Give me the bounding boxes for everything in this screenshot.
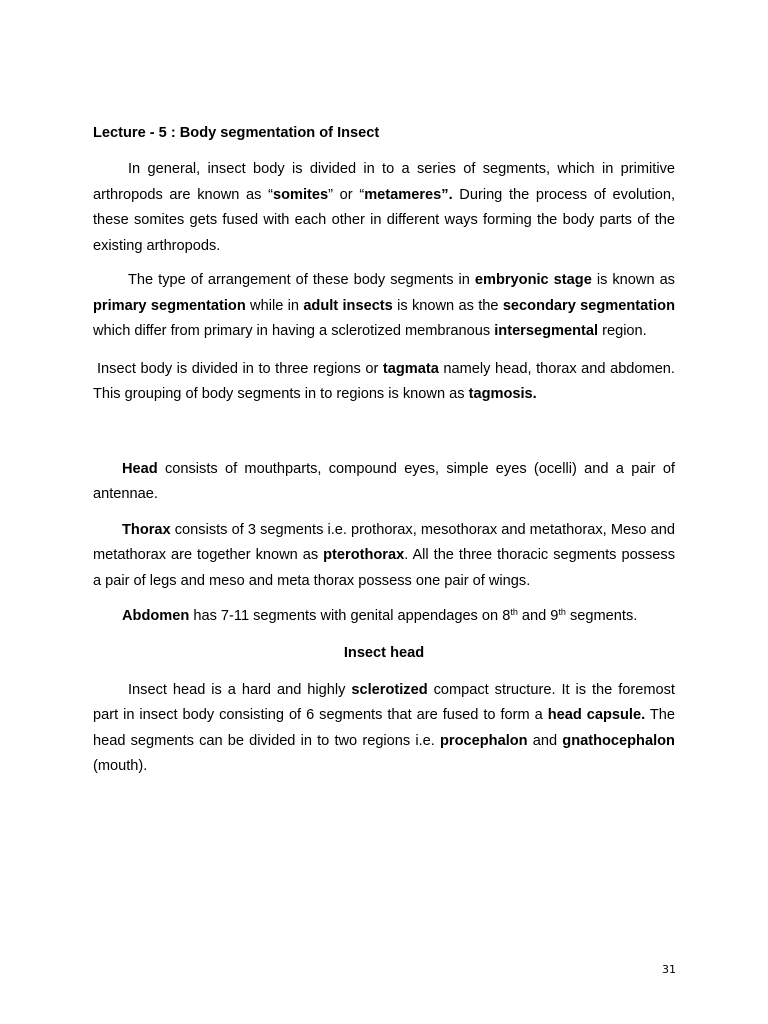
term-adult-insects: adult insects — [303, 297, 393, 314]
text: compact structure. It is the foremost part in insect body consisting of 6 segments that are fused to form a — [93, 681, 675, 723]
text: is known as — [591, 272, 675, 288]
text: is known as the — [392, 297, 503, 314]
text: The type of arrangement of these body segments in — [128, 272, 475, 288]
term-embryonic-stage: embryonic stage — [474, 272, 592, 288]
term-somites: somites — [273, 186, 329, 203]
page-content — [93, 123, 675, 780]
text: ” or “ — [328, 186, 365, 203]
paragraph-thorax — [93, 518, 675, 595]
text: The head segments can be divided in to two regions i.e. — [93, 707, 675, 749]
page-number: 31 — [662, 963, 676, 976]
text: . All the three thoracic segments possess a pair of legs and meso and meta thorax possess one pair of wings. — [93, 547, 675, 589]
paragraph-segmentation-types — [93, 268, 675, 345]
lecture-title: Lecture - 5 : Body segmentation of Insect — [93, 125, 380, 141]
term-head: Head — [122, 460, 158, 477]
text: while in — [245, 297, 304, 314]
term-intersegmental: intersegmental — [494, 323, 599, 339]
text: namely head, thorax and abdomen. This grouping of body segments in to regions is known as — [93, 360, 675, 402]
text: segments. — [565, 608, 638, 624]
paragraph-insect-head — [93, 678, 675, 780]
paragraph-abdomen — [93, 604, 675, 630]
text: In general, insect body is divided in to a series of segments, which in primitive arthropods are known as “ — [93, 161, 675, 203]
term-primary-segmentation: primary segmentation — [93, 297, 246, 314]
text: has 7-11 segments with genital appendages on 8 — [189, 608, 511, 624]
term-head-capsule: head capsule. — [547, 707, 646, 723]
term-metameres: metameres”. — [364, 186, 453, 203]
paragraph-segments-intro — [93, 157, 675, 259]
term-gnathocephalon: gnathocephalon — [562, 732, 675, 749]
text: During the process of evolution, these somites gets fused with each other in different ways forming the body parts of the existing arthropods. — [93, 186, 676, 254]
term-tagmosis: tagmosis. — [468, 386, 537, 402]
superscript: th — [510, 607, 518, 617]
text: and 9 — [517, 608, 559, 624]
text: region. — [598, 323, 647, 339]
paragraph-gap — [93, 408, 675, 457]
paragraph-tagmata — [93, 357, 675, 408]
term-sclerotized: sclerotized — [351, 681, 428, 698]
superscript: th — [558, 607, 566, 617]
term-thorax: Thorax — [122, 521, 171, 538]
paragraph-head — [93, 457, 675, 508]
term-pterothorax: pterothorax — [323, 547, 405, 563]
text: Insect head is a hard and highly — [128, 681, 352, 698]
term-tagmata: tagmata — [382, 360, 439, 377]
text: consists of mouthparts, compound eyes, simple eyes (ocelli) and a pair of antennae. — [93, 460, 675, 502]
text: Insect body is divided in to three regions or — [97, 360, 383, 377]
term-secondary-segmentation: secondary segmentation — [502, 297, 676, 314]
section-heading-insect-head: Insect head — [343, 644, 425, 661]
text: and — [527, 732, 563, 749]
text: (mouth). — [93, 758, 148, 774]
term-abdomen: Abdomen — [122, 608, 190, 624]
term-procephalon: procephalon — [440, 732, 528, 749]
text: consists of 3 segments i.e. prothorax, mesothorax and metathorax, Meso and metathorax are together known as — [93, 521, 675, 563]
text: which differ from primary in having a sclerotized membranous — [93, 323, 495, 339]
